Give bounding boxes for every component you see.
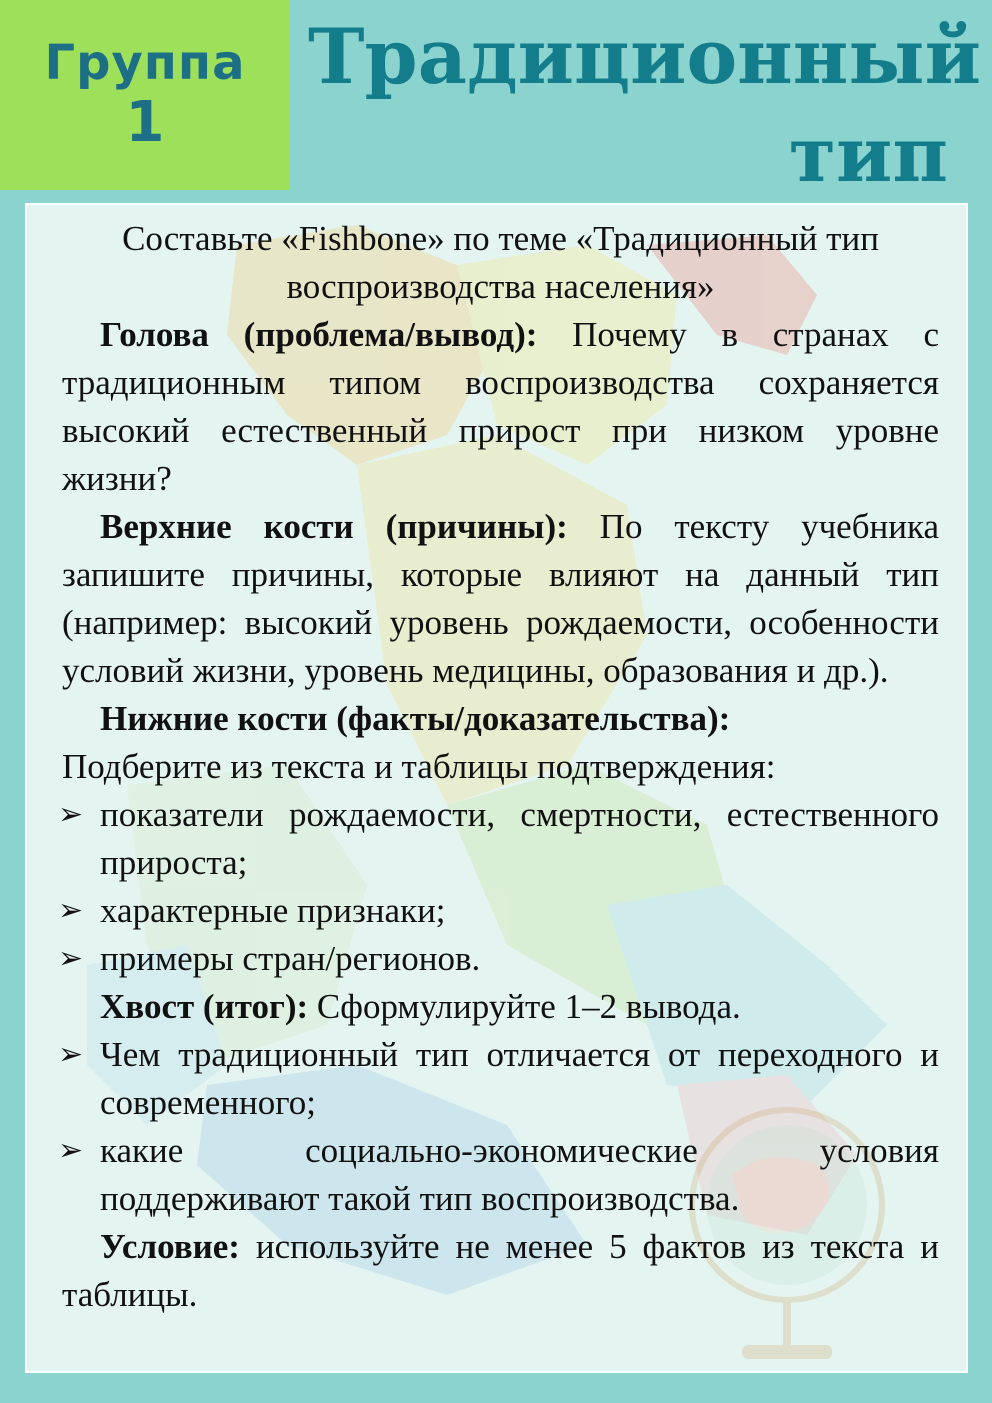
list-item: ➢ какие социально-экономические условия поддерживают такой тип воспроизводства. <box>62 1127 939 1223</box>
lower-text: Подберите из текста и таблицы подтверждения: <box>62 747 776 786</box>
page-title <box>308 8 981 204</box>
list-item: ➢ характерные признаки; <box>62 887 939 935</box>
head-text: Почему в странах с традиционным типом воспроизводства сохраняется высокий естественный прирост при низком уровне жизни? <box>62 315 939 498</box>
group-badge <box>0 0 290 190</box>
tail-paragraph <box>62 983 939 1031</box>
lower-bullet-list <box>58 791 939 983</box>
list-item: ➢ Чем традиционный тип отличается от переходного и современного; <box>62 1031 939 1127</box>
arrowhead-bullet-icon: ➢ <box>58 893 84 928</box>
arrowhead-bullet-icon: ➢ <box>58 1133 84 1168</box>
tail-label: Хвост (итог): <box>100 987 309 1026</box>
group-label: Группа <box>44 35 246 91</box>
head-label: Голова (проблема/вывод): <box>100 315 538 354</box>
lower-paragraph <box>62 695 939 743</box>
list-item: ➢ показатели рождаемости, смертности, естественного прироста; <box>62 791 939 887</box>
head-paragraph <box>62 311 939 503</box>
lower-label: Нижние кости (факты/доказательства): <box>100 699 731 738</box>
tail-bullet-list <box>58 1031 939 1223</box>
task-intro: Составьте «Fishbone» по теме «Традиционный тип воспроизводства населения» <box>122 219 879 306</box>
list-item: ➢ примеры стран/регионов. <box>62 935 939 983</box>
upper-paragraph <box>62 503 939 695</box>
condition-paragraph <box>62 1223 939 1319</box>
upper-text: По тексту учебника запишите причины, которые влияют на данный тип (например: высокий уровень рождаемости, особенности условий жизни, уровень медицины, образования и др.). <box>62 507 939 690</box>
arrowhead-bullet-icon: ➢ <box>58 941 84 976</box>
task-panel <box>25 203 968 1373</box>
condition-label: Условие: <box>100 1227 240 1266</box>
condition-text: используйте не менее 5 фактов из текста и таблицы. <box>62 1227 939 1314</box>
arrowhead-bullet-icon: ➢ <box>58 797 84 832</box>
task-content <box>58 215 939 1319</box>
title-line-1: Традиционный <box>308 12 981 101</box>
title-line-2: тип <box>788 110 948 199</box>
arrowhead-bullet-icon: ➢ <box>58 1037 84 1072</box>
group-number: 1 <box>125 90 165 155</box>
tail-text: Сформулируйте 1–2 вывода. <box>316 987 741 1026</box>
upper-label: Верхние кости (причины): <box>100 507 568 546</box>
